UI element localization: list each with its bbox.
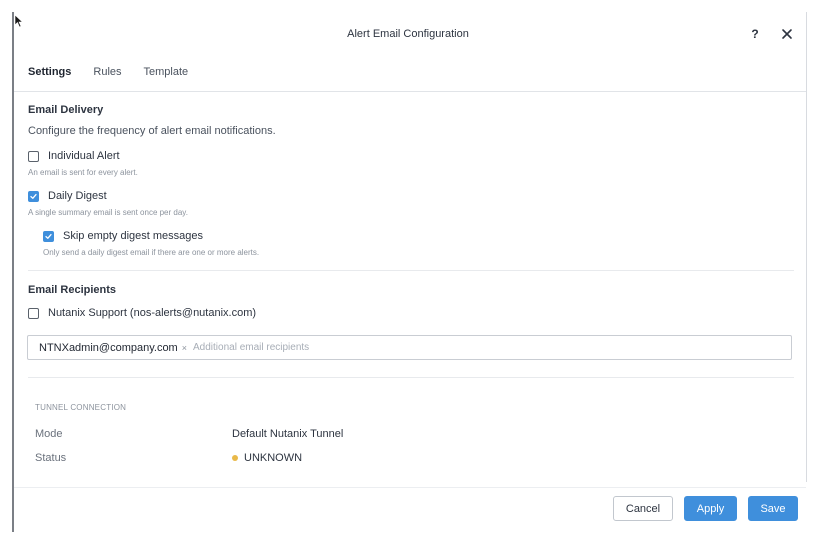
nutanix-support-label: Nutanix Support (nos-alerts@nutanix.com) <box>48 307 257 319</box>
close-icon[interactable] <box>779 26 795 42</box>
mode-label: Mode <box>35 428 63 440</box>
email-delivery-title: Email Delivery <box>28 104 104 116</box>
tab-settings[interactable]: Settings <box>28 66 72 78</box>
recipients-field[interactable] <box>27 335 792 360</box>
individual-alert-checkbox[interactable] <box>28 151 39 162</box>
nutanix-support-option[interactable] <box>28 306 256 320</box>
skip-empty-digest-label: Skip empty digest messages <box>63 230 204 242</box>
checkmark-icon <box>45 233 52 240</box>
individual-alert-hint: An email is sent for every alert. <box>28 168 138 177</box>
save-button[interactable]: Save <box>748 496 798 521</box>
nutanix-support-checkbox[interactable] <box>28 308 39 319</box>
individual-alert-label: Individual Alert <box>48 150 120 162</box>
remove-recipient-icon[interactable]: × <box>181 342 187 353</box>
checkmark-icon <box>30 193 37 200</box>
tab-template[interactable]: Template <box>143 66 189 78</box>
skip-empty-digest-hint: Only send a daily digest email if there are one or more alerts. <box>43 248 260 257</box>
section-divider <box>28 377 794 378</box>
recipient-chip-email: NTNXadmin@company.com <box>39 341 178 354</box>
status-value <box>232 452 302 464</box>
daily-digest-checkbox[interactable] <box>28 191 39 202</box>
mouse-pointer-icon <box>14 14 24 28</box>
footer-divider <box>14 487 806 488</box>
email-recipients-title: Email Recipients <box>28 284 117 296</box>
tunnel-connection-heading: TUNNEL CONNECTION <box>35 403 127 412</box>
tab-divider <box>14 91 806 92</box>
daily-digest-label: Daily Digest <box>48 190 107 202</box>
daily-digest-option[interactable] <box>28 189 107 203</box>
tab-rules[interactable]: Rules <box>93 66 122 78</box>
apply-button[interactable]: Apply <box>684 496 737 521</box>
skip-empty-digest-checkbox[interactable] <box>43 231 54 242</box>
individual-alert-option[interactable] <box>28 149 120 163</box>
daily-digest-hint: A single summary email is sent once per day. <box>28 208 188 217</box>
help-icon[interactable]: ? <box>751 27 759 41</box>
skip-empty-digest-option[interactable] <box>43 229 203 243</box>
window-edge <box>12 12 14 532</box>
scroll-edge <box>806 12 807 482</box>
status-value-text: UNKNOWN <box>244 452 303 464</box>
mode-value-text: Default Nutanix Tunnel <box>232 428 344 440</box>
mode-value <box>232 428 343 440</box>
recipient-chip <box>39 342 187 354</box>
status-label: Status <box>35 452 67 464</box>
section-divider <box>28 270 794 271</box>
cancel-button[interactable]: Cancel <box>613 496 673 521</box>
additional-recipients-input[interactable] <box>193 342 693 353</box>
status-dot-icon <box>232 455 238 461</box>
tab-bar <box>28 66 210 84</box>
email-delivery-description: Configure the frequency of alert email notifications. <box>28 125 276 137</box>
dialog-title: Alert Email Configuration <box>347 28 469 40</box>
